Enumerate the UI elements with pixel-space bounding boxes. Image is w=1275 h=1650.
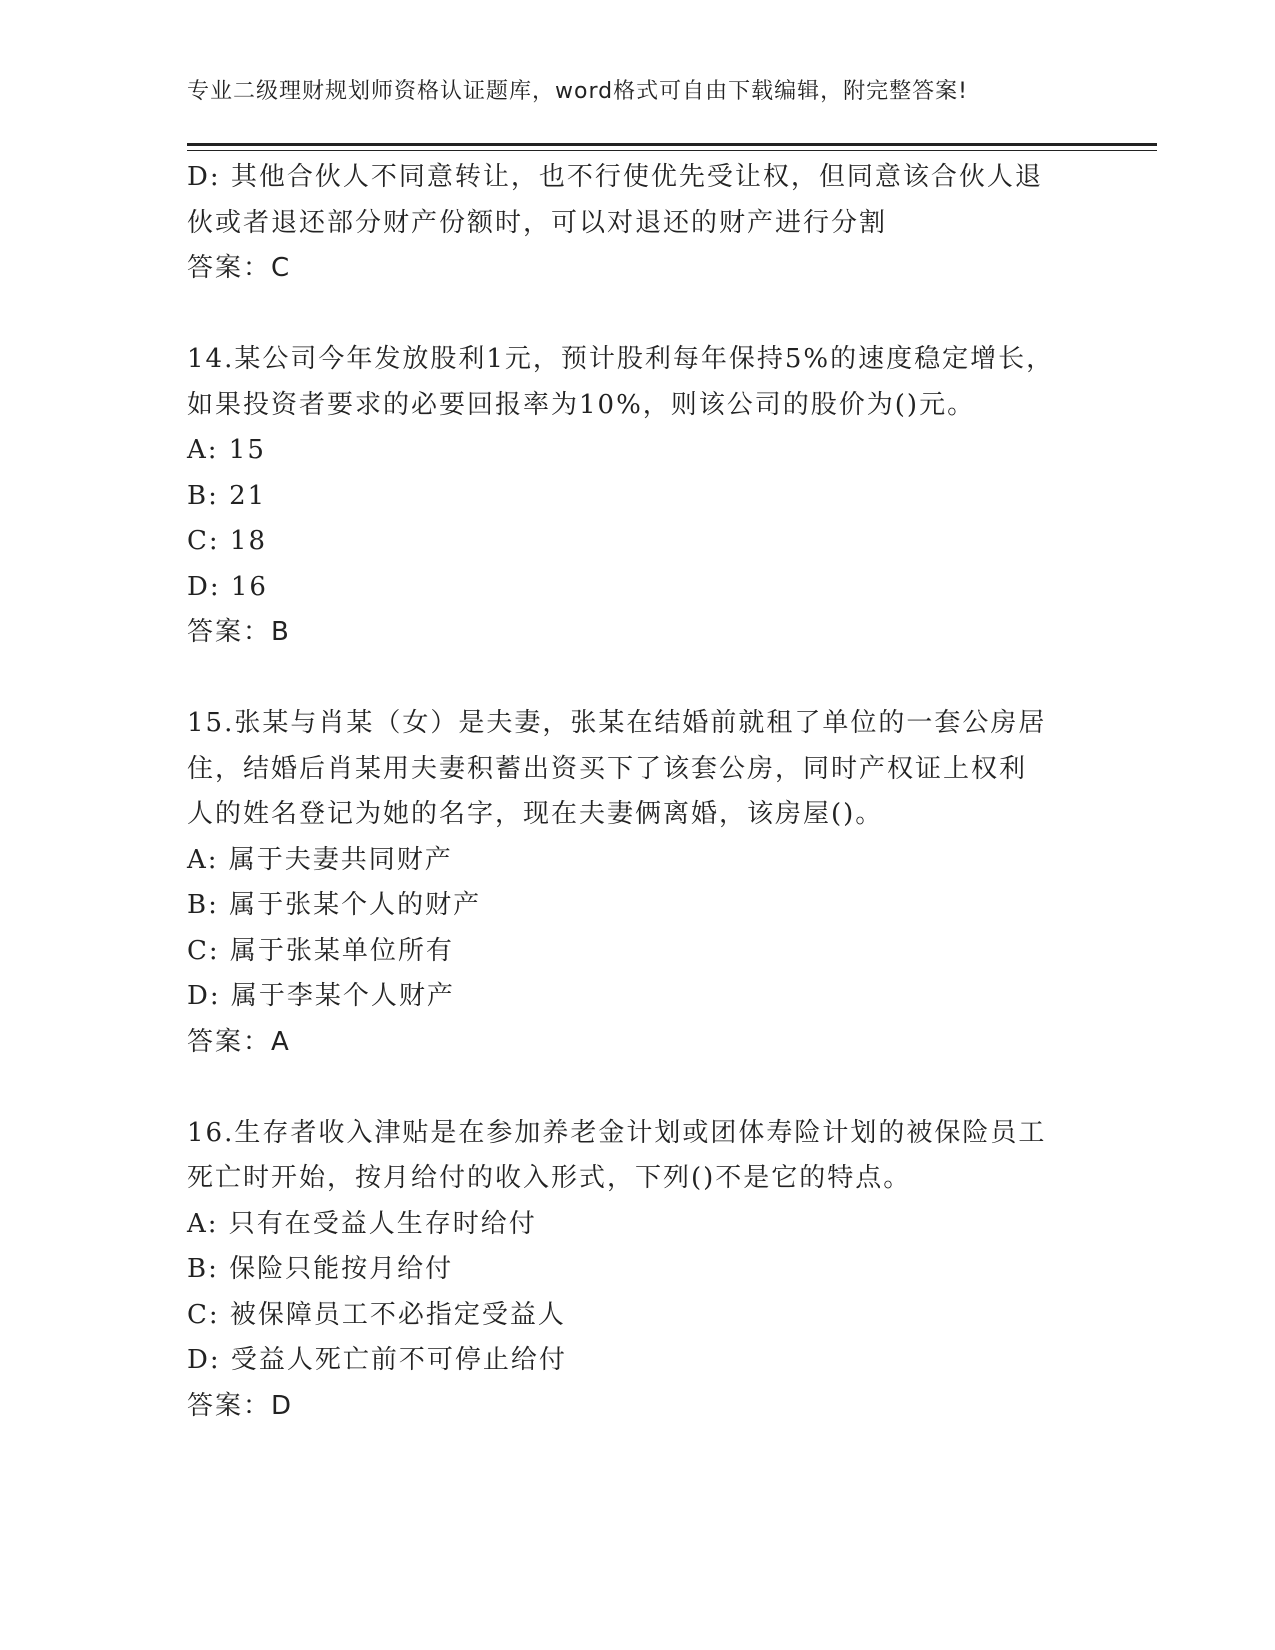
spacer: [187, 292, 1087, 338]
question-stem: 16.生存者收入津贴是在参加养老金计划或团体寿险计划的被保险员工: [187, 1117, 1047, 1148]
header-rule-thin: [187, 150, 1157, 151]
option-a: A: 只有在受益人生存时给付: [187, 1208, 537, 1239]
option-d: D: 属于李某个人财产: [187, 981, 455, 1011]
question-stem: 14.某公司今年发放股利1元，预计股利每年保持5%的速度稳定增长，: [187, 344, 1055, 374]
option-d: D: 受益人死亡前不可停止给付: [187, 1345, 567, 1375]
answer-label: 答案：B: [187, 617, 291, 647]
option-d: D: 其他合伙人不同意转让，也不行使优先受让权，但同意该合伙人退: [187, 162, 1043, 192]
option-d: D: 16: [187, 571, 268, 602]
question-stem: 15.张某与肖某（女）是夫妻，张某在结婚前就租了单位的一套公房居: [187, 708, 1047, 738]
question-stem-continued: 如果投资者要求的必要回报率为10%，则该公司的股价为()元。: [187, 389, 976, 420]
header-rule-thick: [187, 143, 1157, 146]
option-a: A: 15: [187, 435, 266, 465]
answer-label: 答案：D: [187, 1390, 294, 1421]
question-stem-continued: 人的姓名登记为她的名字，现在夫妻俩离婚，该房屋()。: [187, 799, 884, 829]
answer-label: 答案：A: [187, 1026, 291, 1057]
question-15: [187, 701, 1087, 1065]
option-b: B: 保险只能按月给付: [187, 1254, 454, 1284]
question-list: [187, 155, 1087, 1429]
option-c: C: 属于张某单位所有: [187, 935, 454, 966]
spacer: [187, 1065, 1087, 1111]
answer-label: 答案：C: [187, 253, 292, 283]
question-14: [187, 337, 1087, 656]
page-header: 专业二级理财规划师资格认证题库，word格式可自由下载编辑，附完整答案!: [187, 79, 968, 104]
spacer: [187, 656, 1087, 702]
option-c: C: 被保障员工不必指定受益人: [187, 1299, 566, 1330]
option-d-continued: 伙或者退还部分财产份额时，可以对退还的财产进行分割: [187, 207, 888, 238]
question-16: [187, 1111, 1087, 1430]
question-stem-continued: 死亡时开始，按月给付的收入形式，下列()不是它的特点。: [187, 1163, 912, 1193]
question-13-tail: [187, 155, 1087, 292]
question-stem-continued: 住，结婚后肖某用夫妻积蓄出资买下了该套公房，同时产权证上权利: [187, 753, 1028, 784]
option-a: A: 属于夫妻共同财产: [187, 844, 453, 875]
option-c: C: 18: [187, 526, 268, 556]
option-b: B: 21: [187, 480, 267, 511]
option-b: B: 属于张某个人的财产: [187, 890, 482, 920]
